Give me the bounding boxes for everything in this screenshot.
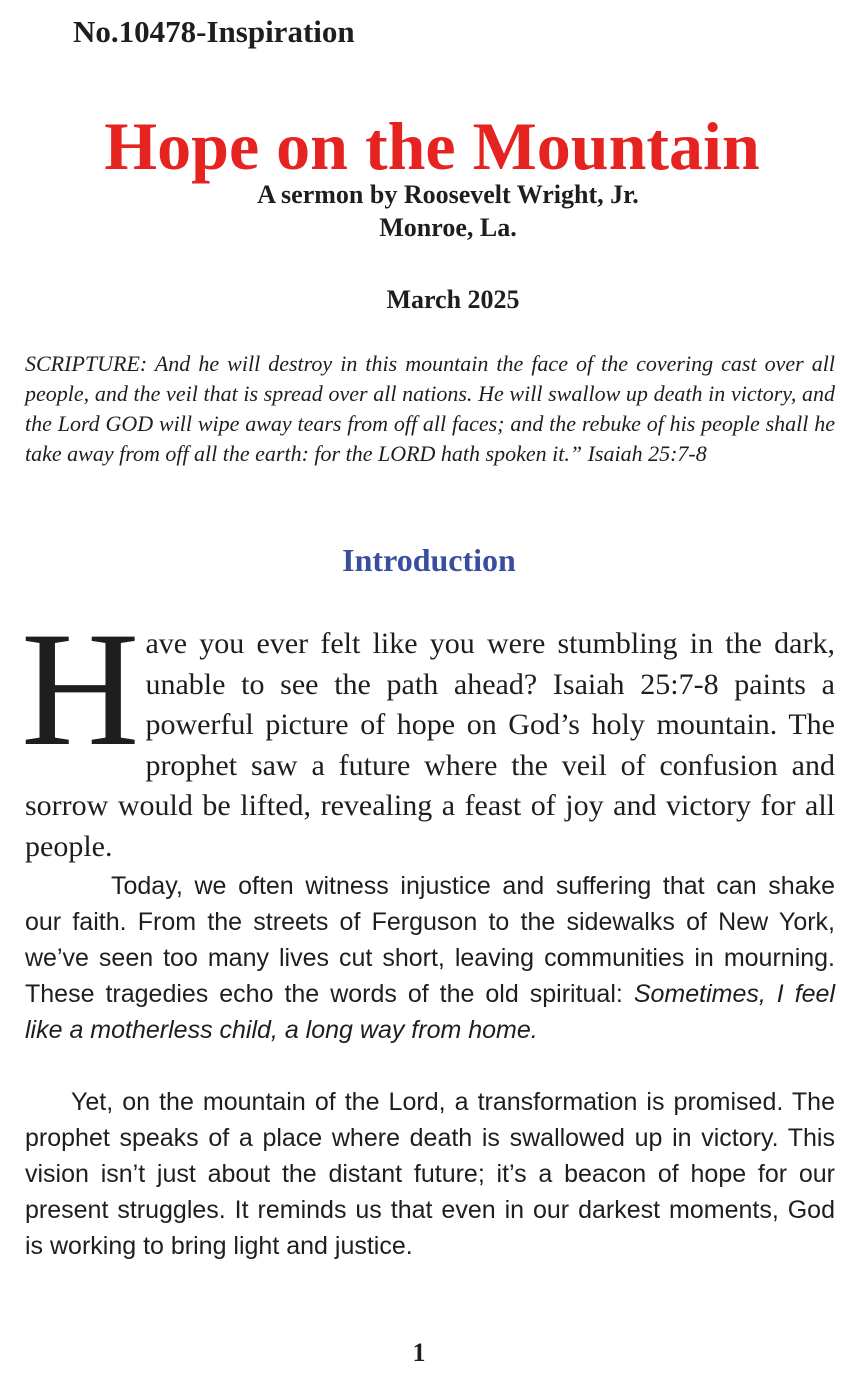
location-line: Monroe, La. bbox=[379, 213, 517, 242]
author-line: A sermon by Roosevelt Wright, Jr. bbox=[257, 180, 639, 209]
paragraph-2 bbox=[25, 868, 835, 1048]
scripture-passage: SCRIPTURE: And he will destroy in this mountain the face of the covering cast over all people, and the veil that is spread over all nations. He will swallow up death in victory, and the Lord GOD will wipe away tears from off all faces; and the rebuke of his people shall he take away from off all the earth: for the LORD hath spoken it.” Isaiah 25:7-8 bbox=[25, 351, 835, 466]
spiritual-quote: Sometimes, I feel like a motherless child, a long way from home. bbox=[25, 980, 835, 1044]
document-serial: No.10478-Inspiration bbox=[73, 14, 355, 49]
lead-paragraph bbox=[21, 599, 835, 867]
byline bbox=[0, 178, 864, 244]
lead-paragraph-text: ave you ever felt like you were stumbling in the dark, unable to see the path ahead? Isaiah 25:7-8 paints a powerful picture of hope on God’s holy mountain. The prophet saw a future where the veil of confusion and sorrow would be lifted, revealing a feast of joy and victory for all people. bbox=[25, 627, 835, 863]
sermon-title: Hope on the Mountain bbox=[104, 108, 760, 184]
drop-cap: H bbox=[21, 599, 140, 780]
sermon-date: March 2025 bbox=[386, 285, 520, 314]
paragraph-3: Yet, on the mountain of the Lord, a transformation is promised. The prophet speaks of a place where death is swallowed up in victory. This vision isn’t just about the distant future; it’s a beacon of hope for our present struggles. It reminds us that even in our darkest moments, God is working to bring light and justice. bbox=[25, 1088, 835, 1260]
paragraph-2-text: Today, we often witness injustice and suffering that can shake our faith. From the streets of Ferguson to the sidewalks of New York, we’ve seen too many lives cut short, leaving communities in mourning. These tragedies echo the words of the old spiritual: bbox=[25, 872, 835, 1008]
section-heading-introduction: Introduction bbox=[342, 542, 516, 578]
page-number: 1 bbox=[412, 1338, 426, 1367]
